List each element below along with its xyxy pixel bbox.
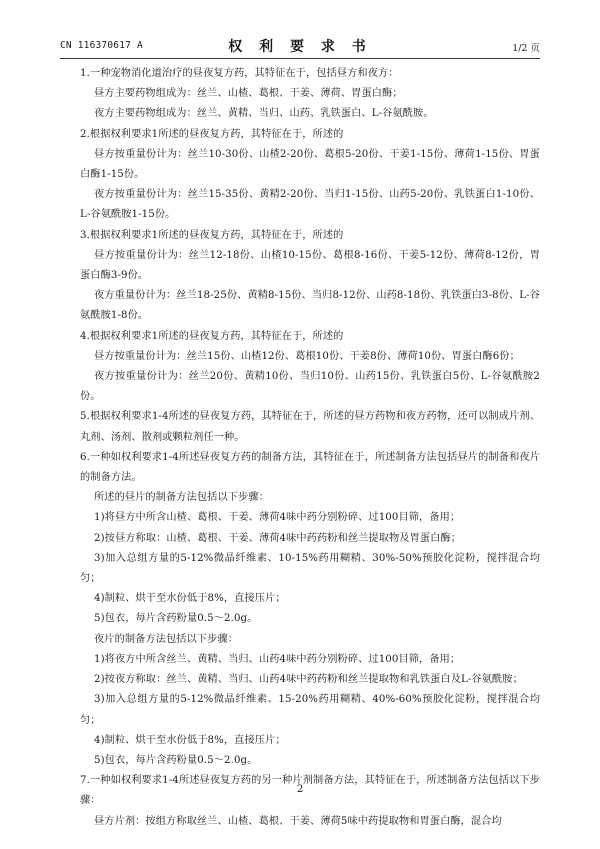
claim-paragraph: 昼方按重量份计为：丝兰10-30份、山楂2-20份、葛根5-20份、干姜1-15份、薄荷1-15份、胃蛋白酶1-15份。 [80, 148, 540, 181]
claim-step: 3)加入总组方量的5-12%微晶纤维素、10-15%药用糊精、30%-50%预胶化淀粉，搅拌混合均匀； [80, 552, 540, 585]
claim-paragraph: 昼方按重量份计为：丝兰15份、山楂12份、葛根10份、干姜8份、薄荷10份、胃蛋白酶6份； [94, 350, 520, 362]
claim-step: 1)将昼方中所含山楂、葛根、干姜、薄荷4味中药分别粉碎、过100目筛，备用； [94, 512, 461, 524]
claim-paragraph: 夜方重量份计为：丝兰18-25份、黄精8-15份、当归8-12份、山药8-18份、乳铁蛋白3-8份、L-谷氨酰胺1-8份。 [80, 290, 540, 322]
claim-paragraph: 昼方按重量份计为：丝兰12-18份、山楂10-15份、葛根8-16份、干姜5-12份、薄荷8-12份，胃蛋白酶3-9份。 [80, 249, 540, 282]
page-indicator: 1/2 页 [512, 43, 540, 54]
claim-paragraph: 5.根据权利要求1-4所述的昼夜复方药，其特征在于，所述的昼方药物和夜方药物，还可以制成片剂、丸剂、汤剂、散剂或颗粒剂任一种。 [80, 411, 540, 443]
claim-step: 2)按昼方称取：山楂、葛根、干姜、薄荷4味中药药粉和丝兰提取物及胃蛋白酶； [94, 532, 462, 544]
claim-paragraph: 夜方按重量份计为：丝兰15-35份、黄精2-20份、当归1-15份、山药5-20份、乳铁蛋白1-10份、L-谷氨酰胺1-15份。 [80, 189, 540, 221]
claim-step: 1)将夜方中所含丝兰、黄精、当归、山药4味中药分别粉碎、过100目筛，备用； [94, 653, 461, 665]
claim-paragraph: 夜片的制备方法包括以下步骤： [94, 633, 239, 645]
claim-paragraph: 昼方主要药物组成为：丝兰、山楂、葛根、干姜、薄荷、胃蛋白酶； [94, 88, 403, 100]
claims-body [80, 64, 540, 832]
claim-paragraph: 夜方按重量份计为：丝兰20份、黄精10份、当归10份、山药15份、乳铁蛋白5份、L-谷氨酰胺2份。 [80, 371, 540, 403]
page-header [60, 36, 540, 56]
publication-number: CN 116370617 A [60, 40, 143, 51]
claim-paragraph: 4.根据权利要求1所述的昼夜复方药，其特征在于，所述的 [80, 330, 344, 342]
claim-paragraph: 3.根据权利要求1所述的昼夜复方药，其特征在于，所述的 [80, 229, 344, 241]
claim-paragraph: 1.一种宠物消化道治疗的昼夜复方药，其特征在于，包括昼方和夜方： [80, 68, 399, 79]
claim-paragraph: 所述的昼片的制备方法包括以下步骤： [94, 492, 269, 504]
claim-step: 5)包衣，每片含药粉量0.5～2.0g。 [94, 613, 258, 625]
claim-step: 4)制粒、烘干至水份低于8%，直接压片； [94, 593, 286, 605]
claim-paragraph: 夜方主要药物组成为：丝兰、黄精、当归、山药、乳铁蛋白、L-谷氨酰胺。 [94, 108, 434, 120]
document-title: 权 利 要 求 书 [228, 39, 372, 55]
page-number: 2 [296, 784, 304, 795]
claim-step: 4)制粒、烘干至水份低于8%，直接压片； [94, 734, 286, 746]
claim-step: 3)加入总组方量的5-12%微晶纤维素、15-20%药用糊精、40%-60%预胶化淀粉，搅拌混合均匀； [80, 694, 540, 726]
claim-paragraph: 6.一种如权利要求1-4所述昼夜复方药的制备方法，其特征在于，所述制备方法包括昼片的制备和夜片的制备方法。 [80, 451, 540, 484]
claim-paragraph: 昼方片剂：按组方称取丝兰、山楂、葛根、干姜、薄荷5味中药提取物和胃蛋白酶，混合均 [94, 815, 502, 827]
header-rule [60, 58, 540, 59]
claim-paragraph: 7.一种如权利要求1-4所述昼夜复方药的另一种片剂制备方法，其特征在于，所述制备方法包括以下步骤： [80, 775, 540, 807]
claim-step: 5)包衣，每片含药粉量0.5～2.0g。 [94, 754, 258, 766]
claim-paragraph: 2.根据权利要求1所述的昼夜复方药，其特征在于，所述的 [80, 128, 344, 140]
claim-step: 2)按夜方称取：丝兰、黄精、当归、山药4味中药药粉和丝兰提取物和乳铁蛋白及L-谷氨酰胺； [94, 674, 523, 686]
